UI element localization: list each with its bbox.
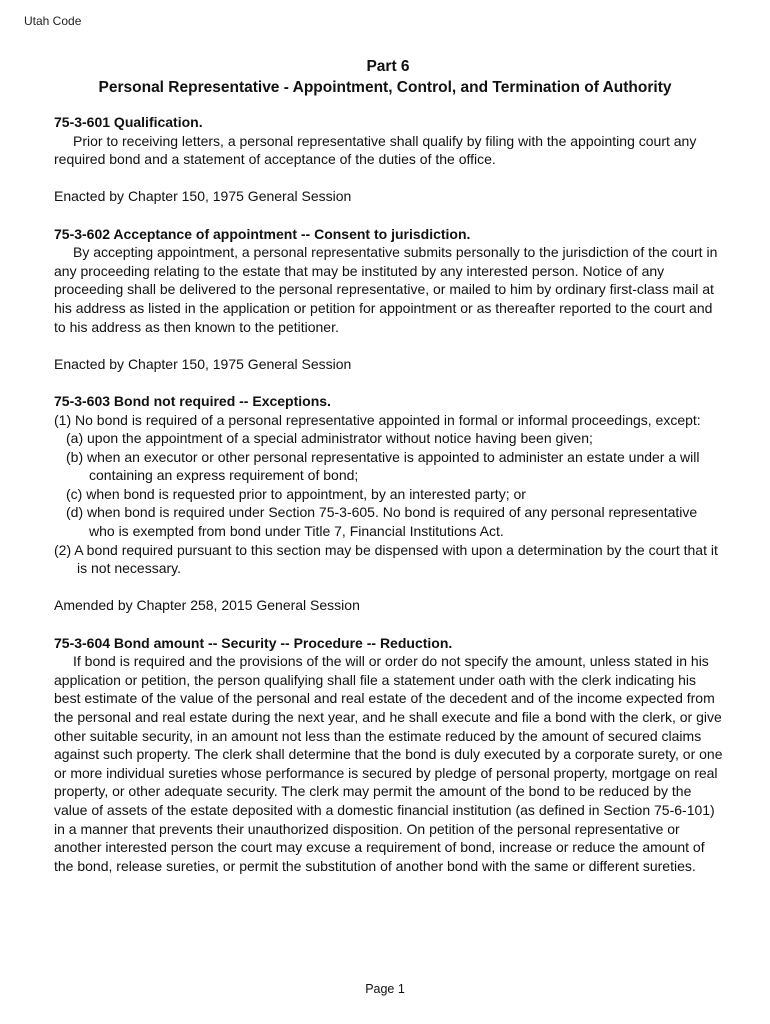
part-number: Part 6 bbox=[366, 58, 410, 75]
section-heading: 75-3-604 Bond amount -- Security -- Procedure -- Reduction. bbox=[54, 634, 453, 651]
document-body bbox=[54, 113, 724, 875]
part-title-block bbox=[0, 56, 770, 98]
history-note: Amended by Chapter 258, 2015 General Session bbox=[54, 597, 360, 614]
part-heading: Personal Representative - Appointment, Control, and Termination of Authority bbox=[98, 79, 672, 96]
page-number: Page 1 bbox=[365, 982, 405, 996]
running-header: Utah Code bbox=[24, 14, 82, 28]
section-heading: 75-3-602 Acceptance of appointment -- Consent to jurisdiction. bbox=[54, 225, 471, 242]
section-body: By accepting appointment, a personal representative submits personally to the jurisdiction of the court in any proceeding relating to the estate that may be instituted by any interested person. Notice of any proceeding shall be delivered to the personal representative, or mailed to him by ordinary first-class mail at his address as listed in the application or petition for appointment or as thereafter reported to the court and to his address as then known to the petitioner. bbox=[54, 244, 718, 335]
section-heading: 75-3-603 Bond not required -- Exceptions. bbox=[54, 392, 331, 409]
history-note: Enacted by Chapter 150, 1975 General Session bbox=[54, 355, 352, 372]
subsection-item: (1) No bond is required of a personal representative appointed in formal or informal proceedings, except: bbox=[54, 411, 701, 428]
section-75-3-604 bbox=[54, 634, 724, 876]
subsection-item: (a) upon the appointment of a special administrator without notice having been given; bbox=[66, 430, 593, 447]
section-75-3-601 bbox=[54, 113, 724, 206]
section-75-3-603 bbox=[54, 392, 724, 615]
subsection-item: (d) when bond is required under Section 75-3-605. No bond is required of any personal representative who is exempted from bond under Title 7, Financial Institutions Act. bbox=[66, 504, 698, 540]
subsection-item: (b) when an executor or other personal representative is appointed to administer an estate under a will containing an express requirement of bond; bbox=[66, 448, 700, 484]
history-note: Enacted by Chapter 150, 1975 General Session bbox=[54, 188, 352, 205]
section-body: If bond is required and the provisions of the will or order do not specify the amount, unless stated in his application or petition, the person qualifying shall file a statement under oath with the clerk indicating his best estimate of the value of the personal and real estate of the decedent and of the income expected from the personal and real estate during the next year, and he shall execute and file a bond with the clerk, or give other suitable security, in an amount not less than the estimate reduced by the amount of secured claims against such property. The clerk shall determine that the bond is duly executed by a corporate surety, or one or more individual sureties whose performance is secured by pledge of personal property, mortgage on real property, or other adequate security. The clerk may permit the amount of the bond to be reduced by the value of assets of the estate deposited with a domestic financial institution (as defined in Section 75-6-101) in a manner that prevents their unauthorized disposition. On petition of the personal representative or another interested person the court may excuse a requirement of bond, increase or reduce the amount of the bond, release sureties, or permit the substitution of another bond with the same or different sureties. bbox=[54, 653, 723, 874]
subsection-item: (c) when bond is requested prior to appointment, by an interested party; or bbox=[66, 485, 526, 502]
section-body: Prior to receiving letters, a personal representative shall qualify by filing with the appointing court any required bond and a statement of acceptance of the duties of the office. bbox=[54, 132, 697, 168]
subsection-item: (2) A bond required pursuant to this section may be dispensed with upon a determination by the court that it is not necessary. bbox=[54, 541, 718, 577]
section-75-3-602 bbox=[54, 225, 724, 374]
section-heading: 75-3-601 Qualification. bbox=[54, 114, 203, 130]
